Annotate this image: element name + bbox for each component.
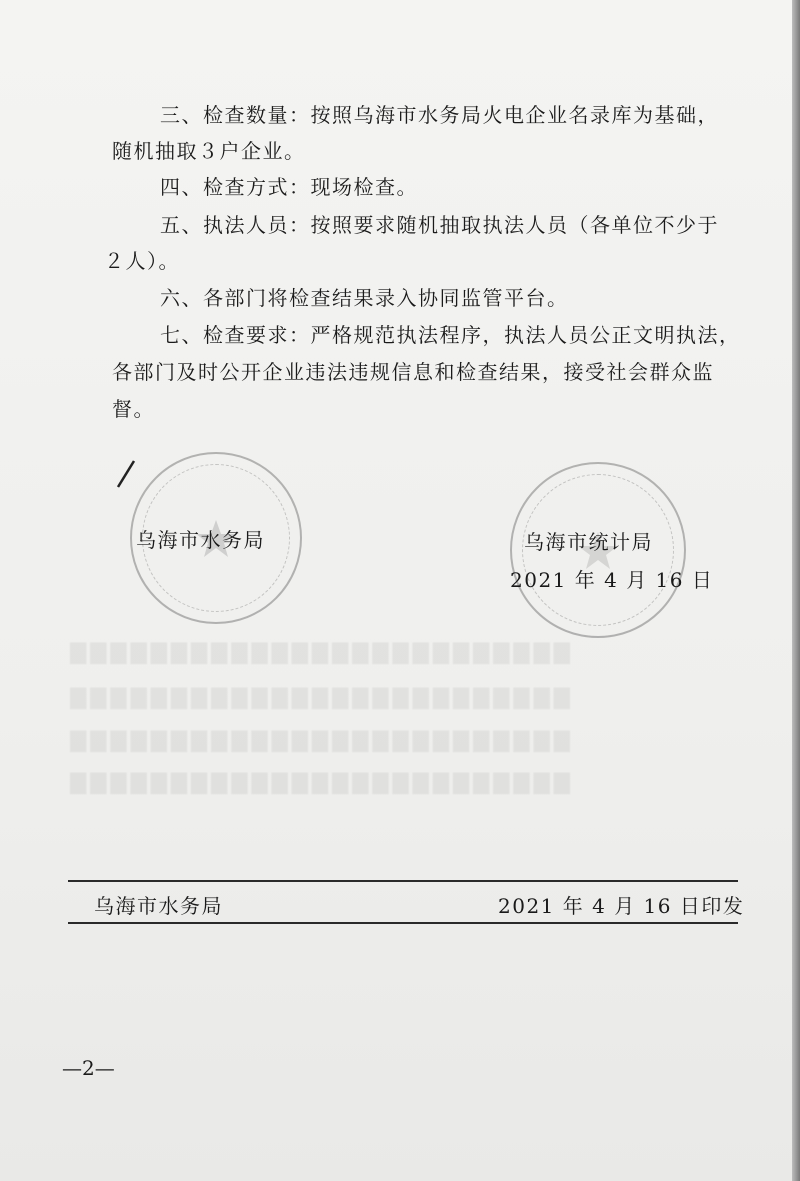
bleed-through-texture: ▇▇▇▇▇▇▇▇▇▇▇▇▇▇▇▇▇▇▇▇▇▇▇▇▇ <box>70 770 574 794</box>
signature-org-left: 乌海市水务局 <box>136 528 265 552</box>
footer-issue-date: 2021 年 4 月 16 日印发 <box>498 894 745 918</box>
paragraph-7-line-1: 七、检查要求：严格规范执法程序，执法人员公正文明执法， <box>160 323 741 347</box>
signature-org-right: 乌海市统计局 <box>524 530 653 554</box>
bleed-through-texture: ▇▇▇▇▇▇▇▇▇▇▇▇▇▇▇▇▇▇▇▇▇▇▇▇▇ <box>70 728 574 752</box>
signature-date: 2021 年 4 月 16 日 <box>510 568 714 592</box>
bleed-through-texture: ▇▇▇▇▇▇▇▇▇▇▇▇▇▇▇▇▇▇▇▇▇▇▇▇▇ <box>70 640 574 664</box>
bleed-through-texture: ▇▇▇▇▇▇▇▇▇▇▇▇▇▇▇▇▇▇▇▇▇▇▇▇▇ <box>70 685 574 709</box>
paragraph-5-line-2: ２人）。 <box>104 249 180 273</box>
page-edge-shadow <box>792 0 800 1181</box>
paragraph-3-line-2: 随机抽取３户企业。 <box>112 139 306 163</box>
paragraph-7-line-2: 各部门及时公开企业违法违规信息和检查结果，接受社会群众监 <box>112 360 714 384</box>
footer-issuing-org: 乌海市水务局 <box>94 894 223 918</box>
paragraph-3-line-1: 三、检查数量：按照乌海市水务局火电企业名录库为基础， <box>160 103 719 127</box>
paragraph-6: 六、各部门将检查结果录入协同监管平台。 <box>160 286 569 310</box>
page-number: —2— <box>62 1056 115 1080</box>
paragraph-4: 四、检查方式：现场检查。 <box>160 175 418 199</box>
footer-top-rule <box>68 880 738 882</box>
paragraph-5-line-1: 五、执法人员：按照要求随机抽取执法人员（各单位不少于 <box>160 213 719 237</box>
footer-bottom-rule <box>68 922 738 924</box>
paragraph-7-line-3: 督。 <box>112 397 155 421</box>
signature-stroke <box>112 455 152 495</box>
